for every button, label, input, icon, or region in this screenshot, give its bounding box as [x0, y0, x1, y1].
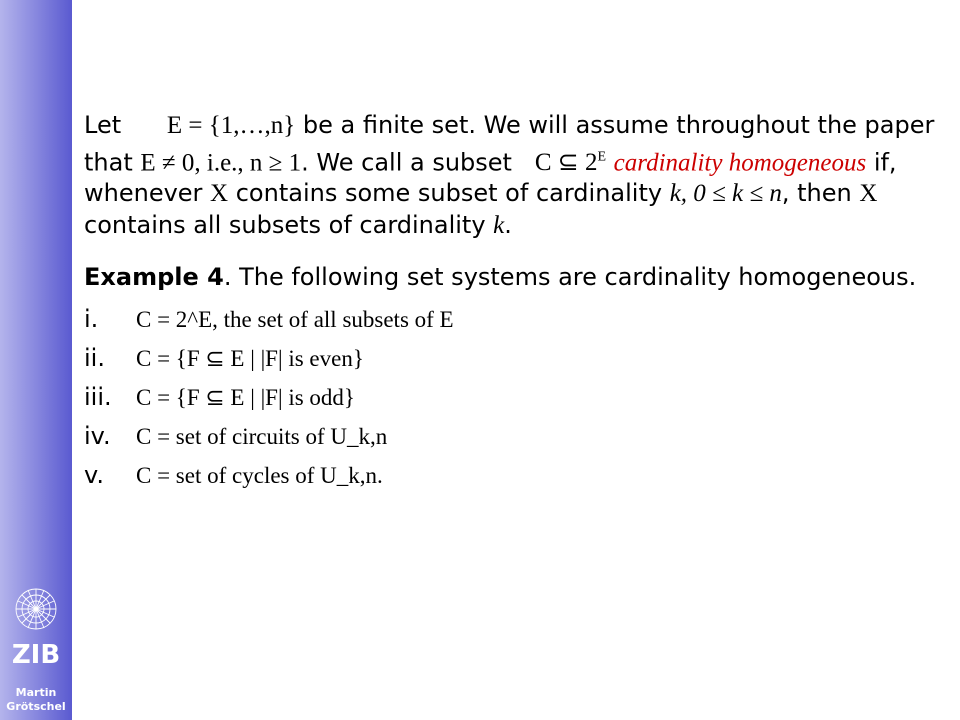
list-item: [84, 300, 944, 339]
definition-text-3: if, whenever: [84, 147, 897, 208]
let-word: Let: [84, 111, 122, 139]
list-item-number: ii.: [84, 344, 105, 373]
definition-paragraph: [84, 110, 944, 241]
sidebar: [0, 0, 72, 720]
definition-text-2: . We call a subset: [301, 147, 520, 176]
author-name: [0, 686, 72, 714]
example-text: . The following set systems are cardinality homogeneous.: [223, 263, 917, 292]
list-item-number: v.: [84, 461, 104, 490]
list-item: [84, 417, 944, 456]
list-item-expression: C = {F ⊆ E | |F| is even}: [136, 346, 364, 372]
list-item: [84, 456, 944, 495]
list-item-number: iv.: [84, 422, 111, 451]
variable-k: k: [493, 211, 505, 239]
author-first-name: Martin: [15, 686, 57, 699]
definition-text-4: contains some subset of cardinality: [228, 179, 670, 208]
list-item-expression: C = {F ⊆ E | |F| is odd}: [136, 385, 355, 411]
author-last-name: Grötschel: [6, 700, 66, 713]
example-label: Example 4: [84, 263, 224, 292]
list-item-number: i.: [84, 305, 99, 334]
list-item-number: iii.: [84, 383, 112, 412]
list-item-expression: C = 2^E, the set of all subsets of E: [136, 307, 454, 333]
definition-text-7: .: [504, 210, 512, 239]
definition-text-6: contains all subsets of cardinality: [84, 210, 494, 239]
definition-text-1: be a finite set. We will assume throughout the paper that: [84, 111, 935, 176]
list-item-expression: C = set of circuits of U_k,n: [136, 424, 388, 450]
math-subset-C-exponent: E: [597, 149, 607, 165]
zib-logo-icon: [6, 585, 66, 675]
definition-text-5: , then: [781, 179, 860, 208]
list-item: [84, 339, 944, 378]
logo-text: ZIB: [11, 640, 61, 670]
variable-X-1: X: [210, 180, 229, 208]
variable-X-2: X: [859, 180, 878, 208]
list-item-expression: C = set of cycles of U_k,n.: [136, 463, 383, 489]
math-E-definition: E = {1,…,n}: [166, 112, 296, 139]
math-k-range: k, 0 ≤ k ≤ n: [669, 180, 782, 208]
list-item: [84, 378, 944, 417]
term-cardinality-homogeneous: cardinality homogeneous: [613, 148, 867, 176]
example-paragraph: [84, 262, 944, 292]
math-condition: E ≠ 0, i.e., n ≥ 1: [140, 148, 302, 176]
math-subset-C: [535, 149, 606, 176]
example-list: [84, 300, 944, 495]
math-subset-C-base: C ⊆ 2: [534, 148, 598, 176]
slide-content: [84, 110, 944, 495]
